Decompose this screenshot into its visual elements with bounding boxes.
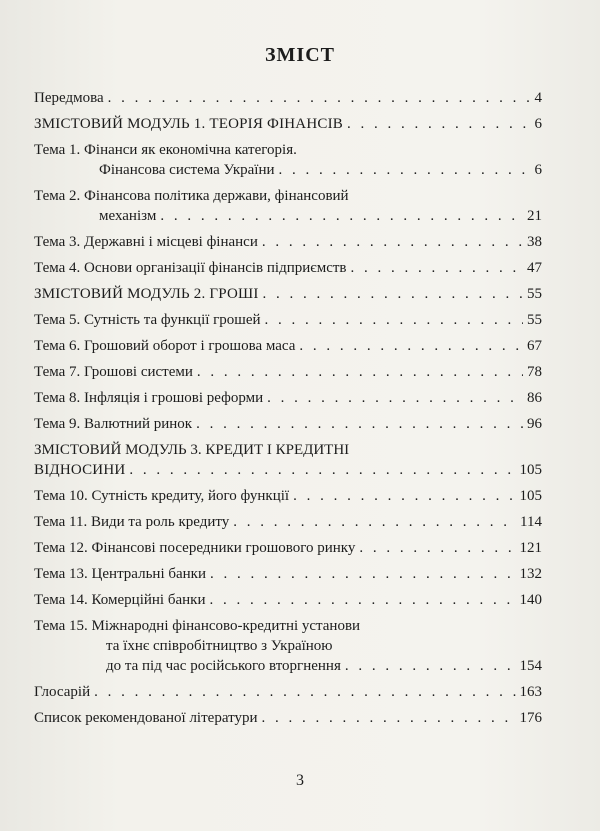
toc-page-number: 6 [534,116,542,132]
toc-leader-dots [345,656,516,676]
toc-leader-dots [233,512,516,532]
toc-page-number: 4 [534,90,542,106]
toc-entry-topic-12[interactable] [34,538,542,558]
toc-leader-dots [94,682,515,702]
toc-leader-dots [299,336,523,356]
toc-entry-references[interactable] [34,708,542,728]
toc-entry-label: Тема 1. Фінанси як економічна категорія. [34,142,297,158]
toc-page-number: 6 [534,162,542,178]
toc-entry-topic-2[interactable] [34,186,542,226]
toc-entry-topic-6[interactable] [34,336,542,356]
toc-leader-dots [262,232,523,252]
toc-page-number: 154 [519,658,542,674]
table-of-contents [34,88,542,728]
toc-leader-dots [265,310,523,330]
toc-page-number: 67 [527,338,542,354]
toc-leader-dots [108,88,531,108]
toc-entry-label: Тема 8. Інфляція і грошові реформи [34,390,264,406]
toc-leader-dots [129,460,515,480]
toc-entry-label: Глосарій [34,684,91,700]
toc-entry-topic-15[interactable] [34,616,542,676]
toc-entry-glossary[interactable] [34,682,542,702]
toc-entry-label: Тема 12. Фінансові посередники грошового ринку [34,540,356,556]
page-number: 3 [296,772,304,789]
toc-leader-dots [210,564,516,584]
toc-page-number: 55 [527,286,542,302]
toc-entry-topic-3[interactable] [34,232,542,252]
toc-leader-dots [359,538,515,558]
toc-entry-label: Тема 4. Основи організації фінансів підприємств [34,260,347,276]
toc-entry-topic-4[interactable] [34,258,542,278]
toc-leader-dots [196,414,523,434]
toc-entry-label: Список рекомендованої літератури [34,710,258,726]
toc-page-number: 105 [519,488,542,504]
toc-entry-label: Тема 10. Сутність кредиту, його функції [34,488,290,504]
toc-leader-dots [261,708,515,728]
toc-page-number: 132 [519,566,542,582]
toc-page-number: 105 [519,462,542,478]
toc-entry-label-cont: механізм [99,208,157,224]
toc-entry-module-3[interactable] [34,440,542,480]
toc-entry-label-cont: та їхнє співробітництво з Україною [106,638,333,654]
toc-leader-dots [267,388,523,408]
page-title: ЗМІСТ [265,44,335,66]
toc-entry-label: Тема 7. Грошові системи [34,364,193,380]
toc-leader-dots [293,486,515,506]
toc-entry-label: Тема 11. Види та роль кредиту [34,514,230,530]
toc-entry-topic-13[interactable] [34,564,542,584]
toc-entry-label: ЗМІСТОВИЙ МОДУЛЬ 2. ГРОШІ [34,286,259,302]
toc-entry-module-2[interactable] [34,284,542,304]
toc-entry-label: Тема 6. Грошовий оборот і грошова маса [34,338,296,354]
toc-entry-label: Тема 5. Сутність та функції грошей [34,312,261,328]
toc-entry-label: Передмова [34,90,104,106]
toc-leader-dots [197,362,523,382]
toc-leader-dots [351,258,524,278]
toc-entry-label: Тема 9. Валютний ринок [34,416,193,432]
toc-entry-topic-7[interactable] [34,362,542,382]
toc-page-number: 47 [527,260,542,276]
toc-leader-dots [160,206,523,226]
toc-entry-topic-5[interactable] [34,310,542,330]
toc-entry-label-cont: до та під час російського вторгнення [106,658,341,674]
toc-entry-label: Тема 14. Комерційні банки [34,592,206,608]
toc-page-number: 78 [527,364,542,380]
toc-leader-dots [263,284,523,304]
toc-entry-topic-11[interactable] [34,512,542,532]
toc-page-number: 163 [519,684,542,700]
toc-entry-label-cont: ВІДНОСИНИ [34,462,126,478]
toc-page-number: 114 [520,514,542,530]
toc-page-number: 176 [519,710,542,726]
toc-entry-topic-10[interactable] [34,486,542,506]
toc-entry-label-cont: Фінансова система України [99,162,275,178]
toc-entry-label: ЗМІСТОВИЙ МОДУЛЬ 1. ТЕОРІЯ ФІНАНСІВ [34,116,343,132]
toc-page-number: 121 [519,540,542,556]
toc-leader-dots [279,160,531,180]
toc-entry-label: ЗМІСТОВИЙ МОДУЛЬ 3. КРЕДИТ І КРЕДИТНІ [34,442,350,458]
toc-page-number: 140 [519,592,542,608]
toc-entry-topic-9[interactable] [34,414,542,434]
toc-entry-label: Тема 2. Фінансова політика держави, фінансовий [34,188,349,204]
toc-page-number: 55 [527,312,542,328]
toc-page-number: 21 [527,208,542,224]
toc-page-number: 96 [527,416,542,432]
toc-entry-preface[interactable] [34,88,542,108]
toc-entry-label: Тема 15. Міжнародні фінансово-кредитні установи [34,618,361,634]
toc-page-number: 38 [527,234,542,250]
toc-entry-module-1[interactable] [34,114,542,134]
toc-entry-topic-1[interactable] [34,140,542,180]
toc-entry-label: Тема 13. Центральні банки [34,566,206,582]
toc-leader-dots [347,114,531,134]
toc-entry-label: Тема 3. Державні і місцеві фінанси [34,234,258,250]
toc-entry-topic-8[interactable] [34,388,542,408]
toc-leader-dots [209,590,515,610]
toc-entry-topic-14[interactable] [34,590,542,610]
toc-page-number: 86 [527,390,542,406]
